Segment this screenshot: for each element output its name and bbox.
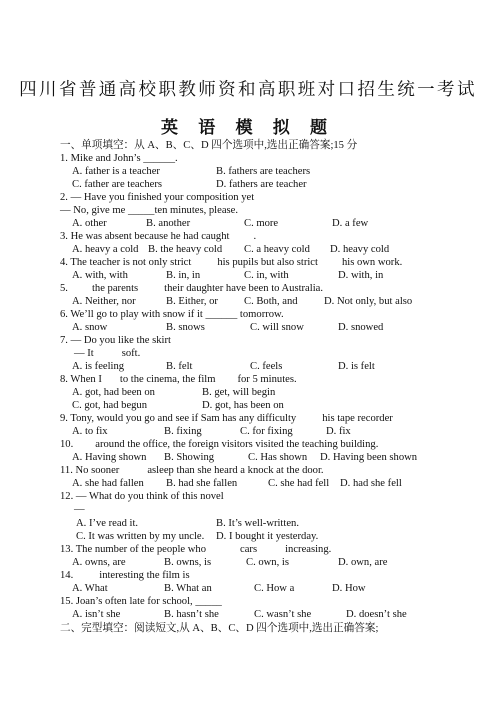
- question-9-text-1: 9. Tony, would you go and see if Sam has any difficulty: [60, 413, 297, 424]
- question-13-option-c: C. own, is: [246, 557, 289, 568]
- question-8-option-c: C. got, had begun: [72, 400, 148, 411]
- question-3-option-d: D. heavy cold: [330, 244, 390, 255]
- question-8-text-2: to the cinema, the film: [119, 374, 216, 385]
- question-12-option-c: C. It was written by my uncle.: [76, 531, 205, 542]
- question-9-option-c: C. for fixing: [240, 426, 293, 437]
- question-4-text-1: 4. The teacher is not only strict: [60, 257, 192, 268]
- question-10-text: around the office, the foreign visitors visited the teaching building.: [95, 439, 379, 450]
- question-2-option-d: D. a few: [332, 218, 369, 229]
- question-5-option-b: B. Either, or: [166, 296, 218, 307]
- question-4-text-3: his own work.: [341, 257, 403, 268]
- question-4-option-c: C. in, with: [244, 270, 289, 281]
- question-11-text-1: 11. No sooner: [60, 465, 120, 476]
- question-11-stem: [60, 464, 324, 477]
- question-4-option-b: B. in, in: [166, 270, 201, 281]
- question-1-option-b: B. fathers are teachers: [216, 166, 311, 177]
- question-6-option-c: C. will snow: [250, 322, 304, 333]
- question-6-option-b: B. snows: [166, 322, 205, 333]
- question-2-option-c: C. more: [244, 218, 279, 229]
- question-13-text-3: increasing.: [285, 544, 332, 555]
- question-3-period: .: [253, 231, 257, 242]
- question-2-option-a: A. other: [72, 218, 107, 229]
- question-10-stem: [60, 438, 378, 451]
- question-7-option-c: C. feels: [250, 361, 283, 372]
- question-6-stem: 6. We’ll go to play with snow if it ______ tomorrow.: [60, 309, 284, 320]
- question-15-stem: 15. Joan’s often late for school, _____: [60, 596, 222, 607]
- question-11-option-d: D. had she fell: [340, 478, 402, 489]
- question-1-option-c: C. father are teachers: [72, 179, 162, 190]
- question-8-option-a: A. got, had been on: [72, 387, 155, 398]
- question-10-number: 10.: [60, 439, 74, 450]
- question-14-option-a: A. What: [72, 583, 108, 594]
- question-12-option-d: D. I bought it yesterday.: [216, 531, 319, 542]
- question-14-number: 14.: [60, 570, 74, 581]
- question-13-stem: [60, 543, 331, 556]
- question-8-option-b: B. get, will begin: [202, 387, 276, 398]
- question-5-option-c: C. Both, and: [244, 296, 298, 307]
- question-6-option-d: D. snowed: [338, 322, 384, 333]
- section-heading-2: 二、完型填空：阅读短文,从 A、B、C、D 四个选项中,选出正确答案;: [60, 623, 379, 634]
- question-15-option-c: C. wasn’t she: [254, 609, 312, 620]
- question-10-option-c: C. Has shown: [248, 452, 308, 463]
- question-1-stem: 1. Mike and John’s ______.: [60, 153, 178, 164]
- question-3-stem: [60, 230, 256, 243]
- question-10-option-a: A. Having shown: [72, 452, 147, 463]
- question-15-option-b: B. hasn’t she: [164, 609, 219, 620]
- page-subtitle: 英 语 模 拟 题: [161, 118, 335, 137]
- question-3-text: 3. He was absent because he had caught: [60, 231, 230, 242]
- question-3-option-a: A. heavy a cold: [72, 244, 139, 255]
- question-1-option-a: A. father is a teacher: [72, 166, 160, 177]
- section-heading-1: 一、单项填空：从 A、B、C、D 四个选项中,选出正确答案;15 分: [60, 140, 358, 151]
- question-4-option-d: D. with, in: [338, 270, 384, 281]
- question-2-stem-2: — No, give me _____ten minutes, please.: [60, 205, 238, 216]
- question-14-option-d: D. How: [332, 583, 366, 594]
- question-7-stem-2: [74, 347, 140, 360]
- question-8-option-d: D. got, has been on: [202, 400, 284, 411]
- question-11-option-c: C. she had fell: [268, 478, 330, 489]
- question-13-text-1: 13. The number of the people who: [60, 544, 207, 555]
- question-15-option-d: D. doesn’t she: [346, 609, 407, 620]
- question-13-option-b: B. owns, is: [164, 557, 212, 568]
- question-11-option-b: B. had she fallen: [166, 478, 238, 489]
- question-5-option-a: A. Neither, nor: [72, 296, 136, 307]
- question-8-text-1: 8. When I: [60, 374, 102, 385]
- question-3-option-b: B. the heavy cold: [148, 244, 223, 255]
- question-13-option-a: A. owns, are: [72, 557, 126, 568]
- question-10-option-b: B. Showing: [164, 452, 215, 463]
- question-9-text-2: his tape recorder: [322, 413, 393, 424]
- question-5-text-2: their daughter have been to Australia.: [164, 283, 323, 294]
- question-12-stem-2: —: [74, 504, 85, 515]
- question-7-stem: 7. — Do you like the skirt: [60, 335, 171, 346]
- question-7-option-b: B. felt: [166, 361, 193, 372]
- question-14-option-b: B. What an: [164, 583, 212, 594]
- question-12-option-a: A. I’ve read it.: [76, 518, 139, 529]
- question-14-text: interesting the film is: [99, 570, 190, 581]
- question-13-text-2: cars: [240, 544, 258, 555]
- question-9-option-d: D. fix: [326, 426, 351, 437]
- question-14-stem: [60, 569, 190, 582]
- question-13-option-d: D. own, are: [338, 557, 388, 568]
- question-7-text-1: — It: [74, 348, 94, 359]
- question-12-option-b: B. It’s well-written.: [216, 518, 299, 529]
- question-5-option-d: D. Not only, but also: [324, 296, 413, 307]
- question-9-option-b: B. fixing: [164, 426, 202, 437]
- question-3-option-c: C. a heavy cold: [244, 244, 310, 255]
- question-15-option-a: A. isn’t she: [72, 609, 121, 620]
- question-8-text-3: for 5 minutes.: [237, 374, 297, 385]
- question-7-text-2: soft.: [121, 348, 141, 359]
- question-2-option-b: B. another: [146, 218, 191, 229]
- question-9-stem: [60, 412, 393, 425]
- page-title: 四川省普通高校职教师资和高职班对口招生统一考试: [19, 79, 477, 99]
- question-7-option-d: D. is felt: [338, 361, 375, 372]
- question-9-option-a: A. to fix: [72, 426, 108, 437]
- question-11-option-a: A. she had fallen: [72, 478, 144, 489]
- question-4-stem: [60, 256, 402, 269]
- question-4-text-2: his pupils but also strict: [217, 257, 318, 268]
- question-14-option-c: C. How a: [254, 583, 295, 594]
- question-10-option-d: D. Having been shown: [320, 452, 418, 463]
- question-6-option-a: A. snow: [72, 322, 108, 333]
- question-11-text-2: asleep than she heard a knock at the door.: [147, 465, 324, 476]
- question-1-option-d: D. fathers are teacher: [216, 179, 307, 190]
- question-8-stem: [60, 373, 297, 386]
- question-5-number: 5.: [60, 283, 68, 294]
- question-12-stem: 12. — What do you think of this novel: [60, 491, 224, 502]
- question-7-option-a: A. is feeling: [72, 361, 125, 372]
- question-5-text-1: the parents: [91, 283, 139, 294]
- question-4-option-a: A. with, with: [72, 270, 128, 281]
- question-5-stem: [60, 282, 323, 295]
- question-2-stem: 2. — Have you finished your composition yet: [60, 192, 255, 203]
